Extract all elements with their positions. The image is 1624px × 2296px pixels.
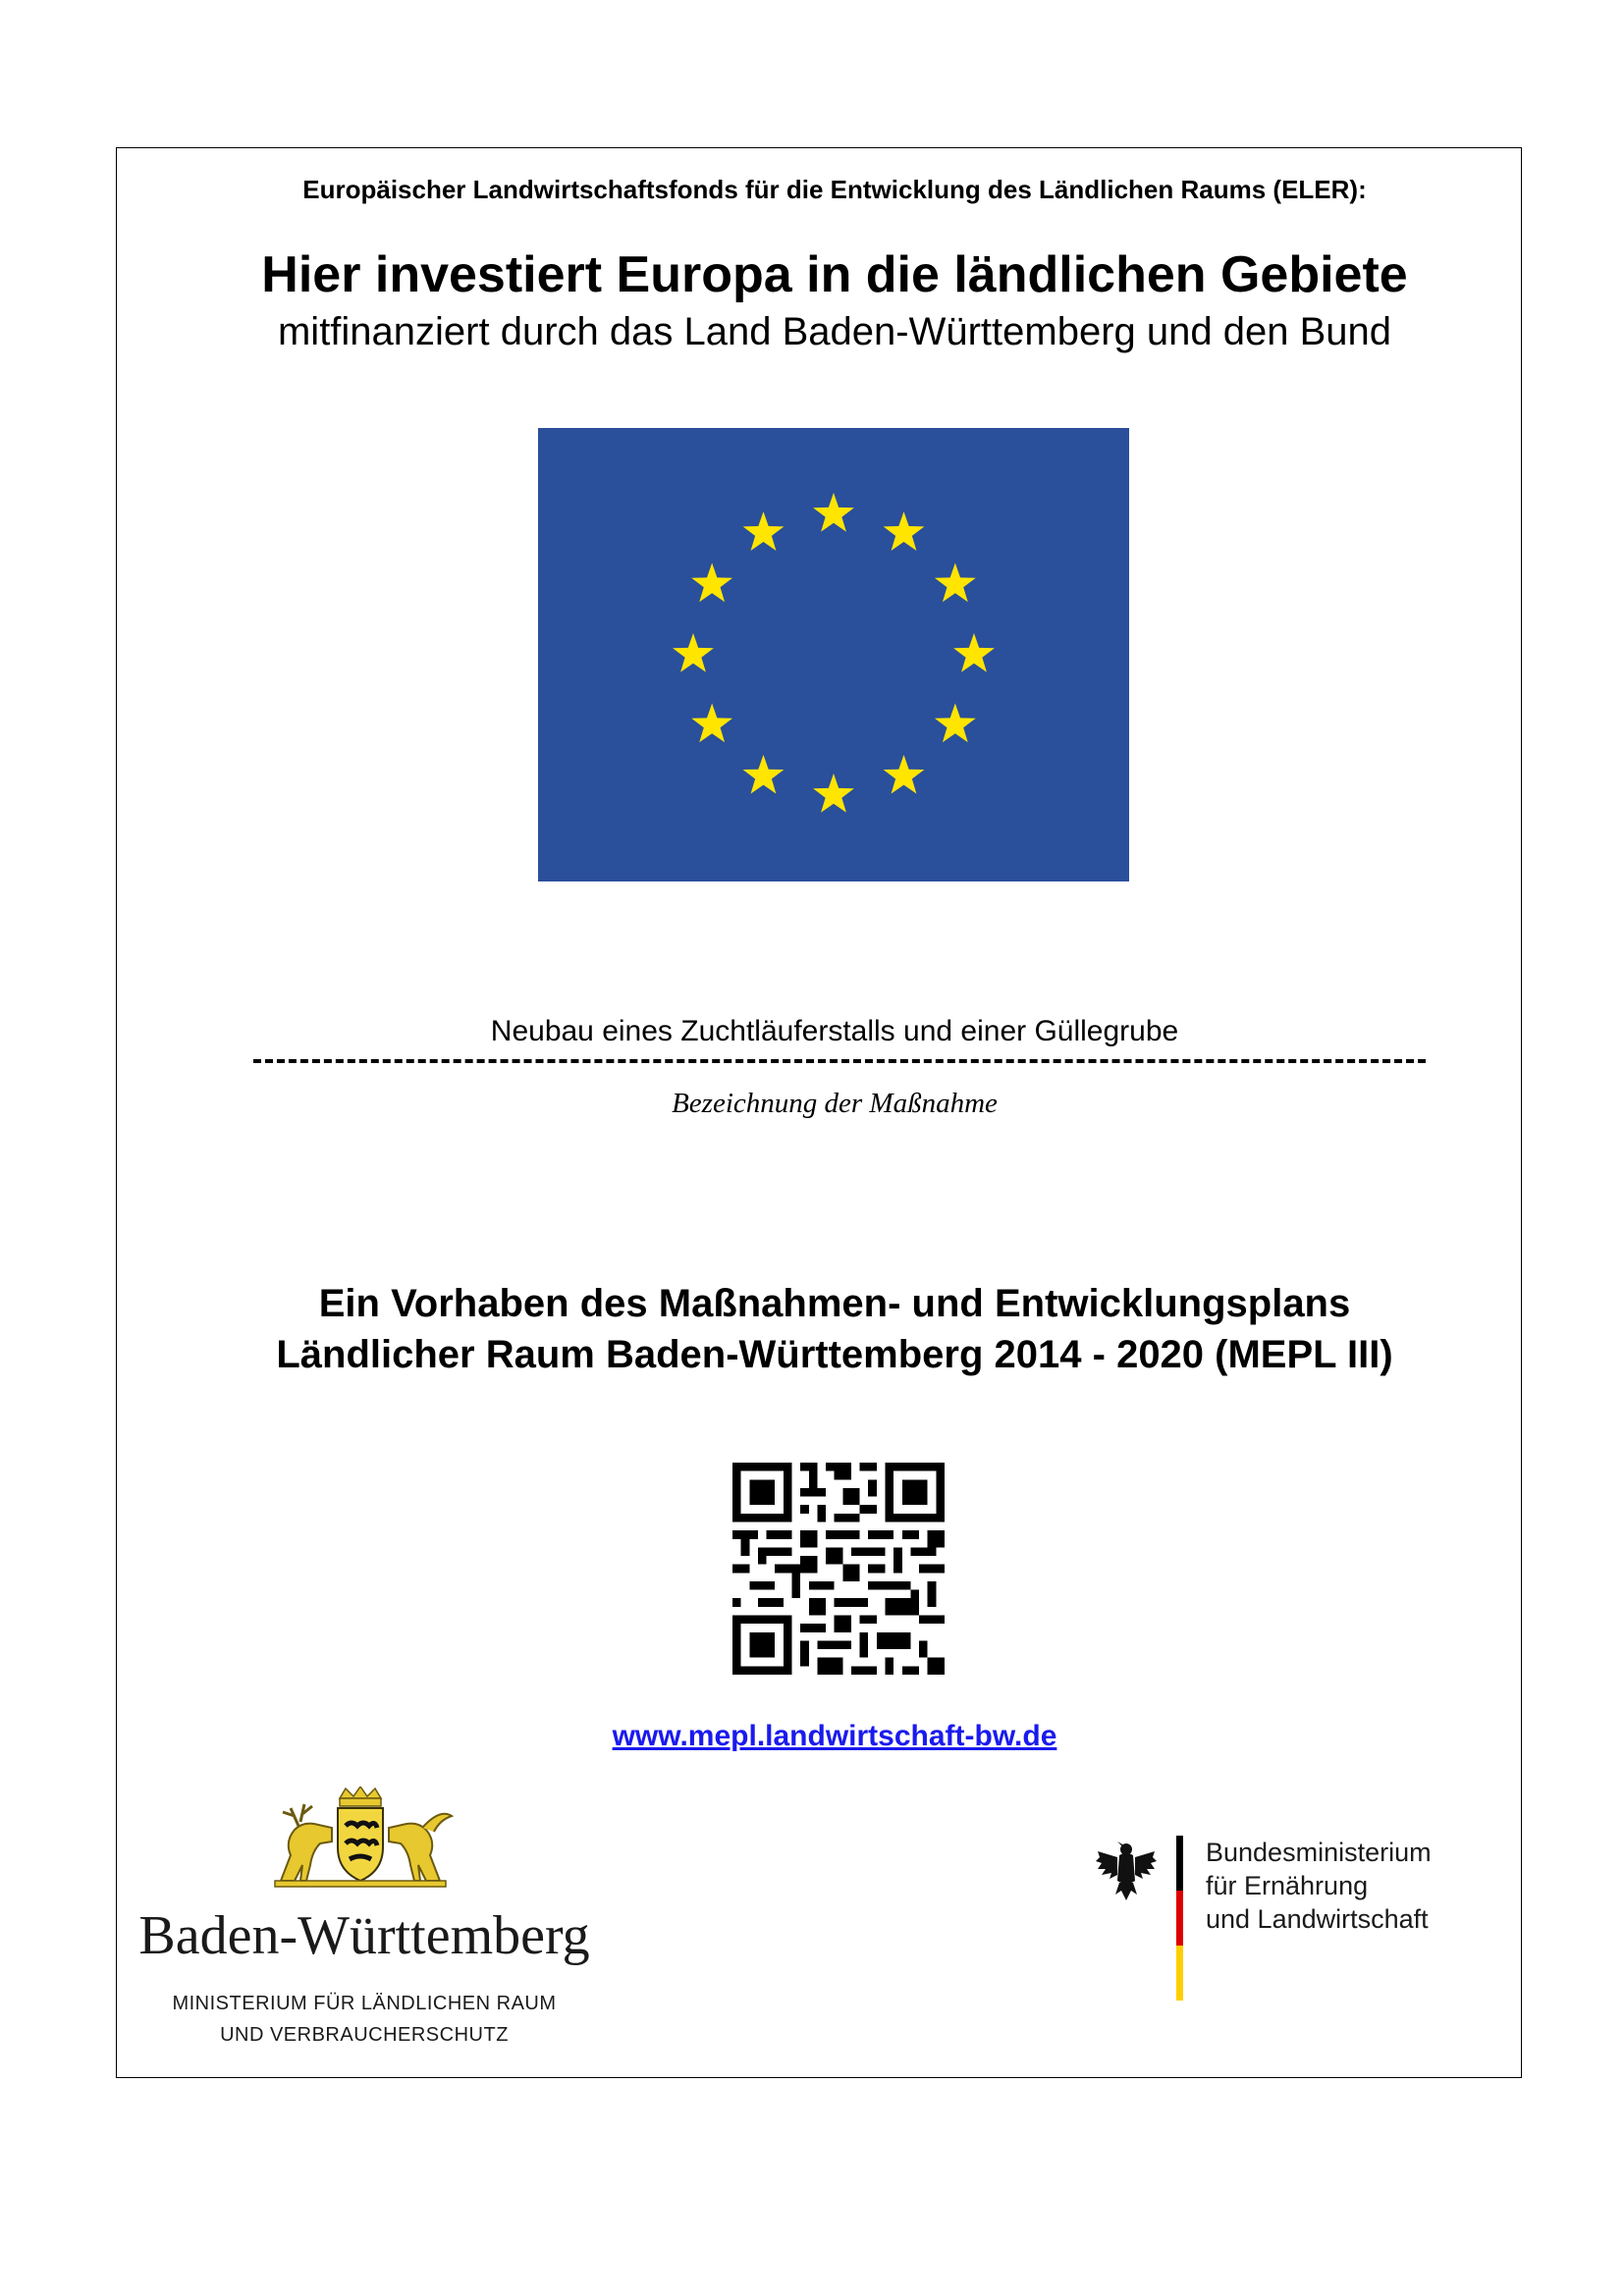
project-description xyxy=(147,1278,1522,1380)
headline: Hier investiert Europa in die ländlichen Gebiete xyxy=(261,246,1408,303)
federal-eagle-icon xyxy=(1096,1838,1157,1904)
cofinance-line: mitfinanziert durch das Land Baden-Württemberg und den Bund xyxy=(277,310,1391,353)
bmel-line-3: und Landwirtschaft xyxy=(1206,1904,1429,1934)
project-line-2: Ländlicher Raum Baden-Württemberg 2014 - 2020 (MEPL III) xyxy=(276,1333,1393,1376)
eu-flag-icon xyxy=(538,428,1129,881)
website-link[interactable]: www.mepl.landwirtschaft-bw.de xyxy=(612,1720,1057,1752)
bmel-line-1: Bundesministerium xyxy=(1206,1838,1432,1867)
dashed-separator xyxy=(253,1059,1426,1063)
measure-caption: Bezeichnung der Maßnahme xyxy=(672,1088,998,1119)
baden-wuerttemberg-crest-icon xyxy=(267,1787,454,1889)
german-flag-bar xyxy=(1176,1836,1183,2001)
bw-ministry-line-1: MINISTERIUM FÜR LÄNDLICHEN RAUM xyxy=(172,1993,557,2014)
qr-code-icon[interactable] xyxy=(732,1463,945,1675)
fund-title: Europäischer Landwirtschaftsfonds für die Entwicklung des Ländlichen Raums (ELER): xyxy=(302,175,1367,204)
bmel-line-2: für Ernährung xyxy=(1206,1871,1369,1900)
measure-title: Neubau eines Zuchtläuferstalls und einer Güllegrube xyxy=(490,1015,1179,1047)
flag-stripe-gold xyxy=(1176,1946,1183,2001)
bw-ministry-line-2: UND VERBRAUCHERSCHUTZ xyxy=(220,2024,509,2046)
bmel-name xyxy=(1206,1836,1500,1936)
bw-ministry-name xyxy=(134,1988,595,2051)
project-line-1: Ein Vorhaben des Maßnahmen- und Entwicklungsplans xyxy=(318,1282,1351,1325)
baden-wuerttemberg-wordmark: Baden-Württemberg xyxy=(138,1905,590,1966)
flag-stripe-black xyxy=(1176,1836,1183,1891)
flag-stripe-red xyxy=(1176,1891,1183,1946)
